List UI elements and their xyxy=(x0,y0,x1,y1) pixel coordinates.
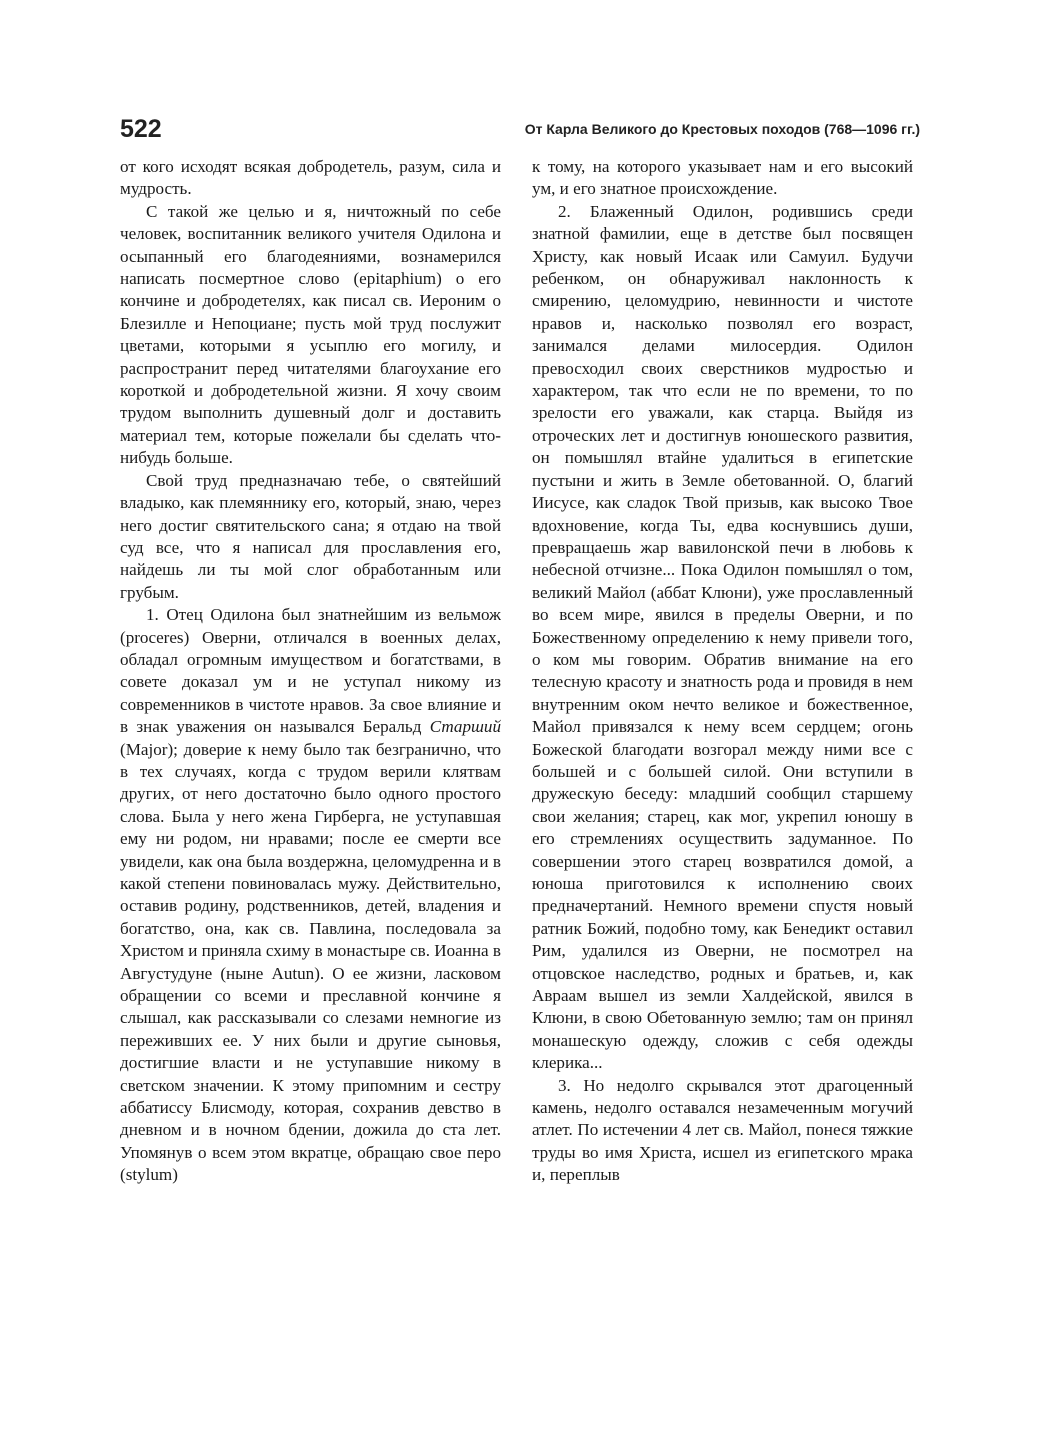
paragraph-epitaph-intent: С такой же целью и я, ничтожный по себе человек, воспитанник великого учителя Одилона и осыпанный его благодеяниями, вознамерился написать посмертное слово (epitaphium) о его кончине и добродетелях, как писал св. Иероним о Блезилле и Непоциане; пусть мой труд послужит цветами, которыми я усыплю его могилу, и распространит перед читателями благоухание его короткой и добродетельной жизни. Я хочу своим трудом выполнить душевный долг и доставить материал тем, которые пожелали бы сделать что-нибудь больше. xyxy=(120,201,501,468)
paragraph-section-2: 2. Блаженный Одилон, родившись среди знатной фамилии, еще в детстве был посвящен Христу, как новый Исаак или Самуил. Будучи ребенком, он обнаруживал наклонность к смирению, целомудрию, невинности и чистоте нравов и, насколько позволял его возраст, занимался делами милосердия. Одилон превосходил своих сверстников мудростью и характером, так что если не по времени, то по зрелости его уважали, как старца. Выйдя из отроческих лет и достигнув юношеского развития, он помышлял втайне удалиться в египетские пустыни и жить в Земле обетованной. О, благий Иисусе, как сладок Твой призыв, как высоко Твое вдохновение, когда Ты, едва коснувшись души, превращаешь жар вавилонской печи в любовь к небесной отчизне... Пока Одилон помышлял о том, великий Майол (аббат Клюни), уже прославленный во всем мире, явился в пределы Оверни, и по Божественному определению к нему привели того, о ком мы говорим. Обратив внимание на его телесную красоту и знатность рода и провидя в нем внутренним оком нечто великое и божественное, Майол привязался к нему всем сердцем; огонь Божеской благодати возгорал между ними все с большей и с большей силой. Они вступили в дружескую беседу: младший сообщил старшему свои желания; старец, как мог, укрепил юношу в его стремлениях осуществить задуманное. По совершении этого старец возвратился домой, а юноша приготовился к исполнению своих предначертаний. Немного времени спустя новый ратник Божий, подобно тому, как Бенедикт оставил Рим, удалился из Оверни, не посмотрел на отцовское наследство, родных и братьев, и, как Авраам вышел из земли Халдейской, явился в Клюни, в свою Обетованную землю; там он принял монашескую одежду, сложив с себя одежды клерика... xyxy=(532,201,913,1073)
right-column xyxy=(532,156,913,1187)
page-header xyxy=(120,112,920,146)
paragraph-section-3: 3. Но недолго скрывался этот драгоценный камень, недолго оставался незамеченным могучий атлет. По истечении 4 лет св. Майол, понеся тяжкие труды во имя Христа, исшел из египетского мрака и, переплыв xyxy=(532,1075,913,1185)
page-number: 522 xyxy=(120,115,162,143)
left-column xyxy=(120,156,501,1187)
paragraph-continued: к тому, на которого указывает нам и его высокий ум, и его знатное происхождение. xyxy=(532,157,913,199)
paragraph-continued: от кого исходят всякая добродетель, разум, сила и мудрость. xyxy=(120,157,501,199)
paragraph-dedication: Свой труд предназначаю тебе, о святейший владыко, как племяннику его, который, знаю, через него достиг святительского сана; я отдаю на твой суд все, что я написал для прославления его, найдешь ли ты мой слог обработанным или грубым. xyxy=(120,470,501,602)
italic-term-starshiy: Старший xyxy=(429,717,501,737)
paragraph-section-1 xyxy=(120,604,501,1187)
running-title: От Карла Великого до Крестовых походов (768—1096 гг.) xyxy=(524,121,920,137)
section-1-text-b: (Major); доверие к нему было так безгранично, что в тех случаях, когда с трудом верили клятвам других, от него достаточно было одного простого слова. Была у него жена Гирберга, не уступавшая ему ни родом, ни нравами; после ее смерти все увидели, как она была воздержна, целомудренна и в какой степени повиновалась мужу. Действительно, оставив родину, родственников, детей, владения и богатство, она, как св. Павлина, последовала за Христом и приняла схиму в монастыре св. Иоанна в Августудуне (ныне Autun). О ее жизни, ласковом обращении со всеми и преславной кончине я слышал, как рассказывали со слезами немногие из переживших ее. У них были и другие сыновья, достигшие власти и не уступавшие никому в светском значении. К этому припомним и сестру аббатиссу Блисмоду, которая, сохранив девство в дневном и в ночном бдении, дожила до ста лет. Упомянув о всем этом вкратце, обращаю свое перо (stylum) xyxy=(120,739,501,1185)
section-1-text-a: 1. Отец Одилона был знатнейшим из вельмож (proceres) Оверни, отличался в военных делах, обладал огромным имуществом и богатствами, в совете доказал ум и не уступал никому из современников в чистоте нравов. За свое влияние и в знак уважения он назывался Беральд xyxy=(120,605,501,737)
